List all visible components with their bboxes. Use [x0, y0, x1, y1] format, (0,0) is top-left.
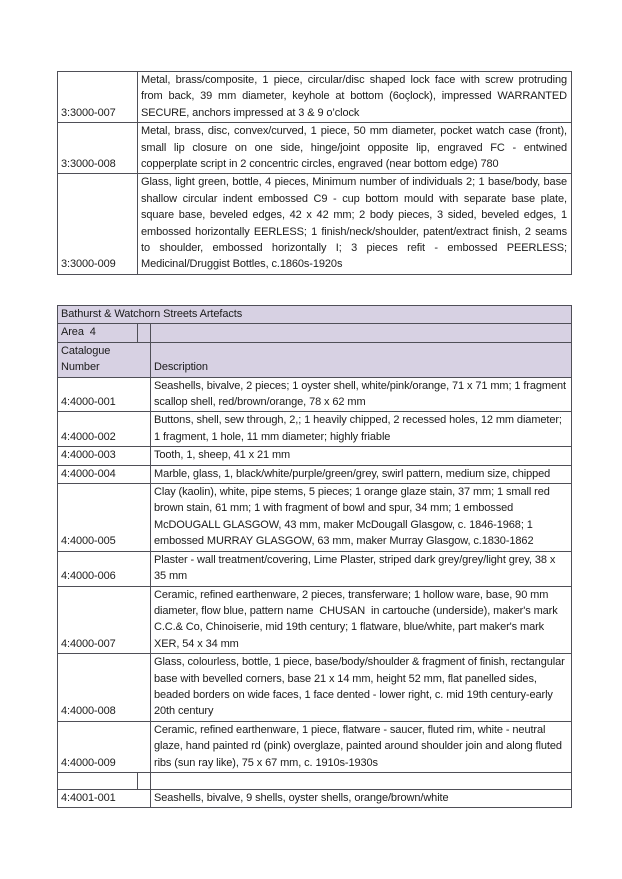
table-row [58, 551, 572, 586]
description-cell: Seashells, bivalve, 9 shells, oyster shells, orange/brown/white [151, 789, 572, 807]
bathurst-watchorn-artefacts-table [57, 305, 572, 808]
catalogue-number-cell: 4:4000-009 [58, 721, 151, 772]
area-row-blank-cell [151, 324, 572, 342]
table-row [58, 412, 572, 447]
description-header: Description [151, 342, 572, 377]
catalogue-number-cell: 3:3000-008 [58, 123, 138, 174]
table-row [58, 721, 572, 772]
table-row [58, 484, 572, 552]
catalogue-number-cell: 4:4000-005 [58, 484, 151, 552]
empty-divider-row [58, 772, 572, 789]
description-cell: Metal, brass, disc, convex/curved, 1 piece, 50 mm diameter, pocket watch case (front), small lip closure on one side, hinge/joint opposite lip, engraved FC - entwined copperplate script in 2 concentric circles, engraved (near bottom edge) 780 [138, 123, 572, 174]
description-cell: Seashells, bivalve, 2 pieces; 1 oyster shell, white/pink/orange, 71 x 71 mm; 1 fragment scallop shell, red/brown/orange, 78 x 62 mm [151, 377, 572, 412]
catalogue-number-cell: 3:3000-007 [58, 72, 138, 123]
area-label: Area 4 [58, 324, 138, 342]
empty-cell [58, 772, 138, 789]
catalogue-number-cell: 4:4000-001 [58, 377, 151, 412]
catalogue-table-continuation [57, 71, 572, 275]
catalogue-number-cell: 4:4000-008 [58, 654, 151, 722]
catalogue-number-cell: 4:4000-003 [58, 447, 151, 465]
table-row [58, 72, 572, 123]
catalogue-number-cell: 3:3000-009 [58, 174, 138, 274]
description-cell: Ceramic, refined earthenware, 2 pieces, transferware; 1 hollow ware, base, 90 mm diameter, flow blue, pattern name CHUSAN in cartouche (underside), maker's mark C.C.& Co, Chinoiserie, mid 19th century; 1 flatware, blue/white, part maker's mark XER, 54 x 34 mm [151, 586, 572, 654]
table-row [58, 447, 572, 465]
catalogue-number-cell: 4:4000-002 [58, 412, 151, 447]
empty-cell [151, 772, 572, 789]
description-cell: Buttons, shell, sew through, 2,; 1 heavily chipped, 2 recessed holes, 12 mm diameter; 1 fragment, 1 hole, 11 mm diameter; highly friable [151, 412, 572, 447]
table-title-row [58, 306, 572, 324]
description-cell: Marble, glass, 1, black/white/purple/green/grey, swirl pattern, medium size, chipped [151, 465, 572, 483]
description-cell: Glass, colourless, bottle, 1 piece, base/body/shoulder & fragment of finish, rectangular base with bevelled corners, base 21 x 14 mm, height 52 mm, flat panelled sides, beaded borders on wide faces, 1 face dented - lower right, c. mid 19th century-early 20th century [151, 654, 572, 722]
catalogue-number-cell: 4:4000-006 [58, 551, 151, 586]
catalogue-number-cell: 4:4001-001 [58, 789, 151, 807]
table-row [58, 654, 572, 722]
description-cell: Ceramic, refined earthenware, 1 piece, flatware - saucer, fluted rim, white - neutral glaze, hand painted rd (pink) overglaze, painted around shoulder join and along fluted ribs (sun ray like), 75 x 67 mm, c. 1910s-1930s [151, 721, 572, 772]
catalogue-number-cell: 4:4000-007 [58, 586, 151, 654]
empty-cell [138, 772, 151, 789]
area-row-spacer-cell [138, 324, 151, 342]
area-row [58, 324, 572, 342]
description-cell: Clay (kaolin), white, pipe stems, 5 pieces; 1 orange glaze stain, 37 mm; 1 small red brown stain, 61 mm; 1 with fragment of bowl and spur, 34 mm; 1 embossed McDOUGALL GLASGOW, 43 mm, maker McDougall Glasgow, c. 1846-1968; 1 embossed MURRAY GLASGOW, 63 mm, maker Murray Glasgow, c.1830-1862 [151, 484, 572, 552]
column-header-row [58, 342, 572, 377]
catalogue-number-header: Catalogue Number [58, 342, 151, 377]
catalogue-number-cell: 4:4000-004 [58, 465, 151, 483]
table-row [58, 789, 572, 807]
table-row [58, 586, 572, 654]
description-cell: Tooth, 1, sheep, 41 x 21 mm [151, 447, 572, 465]
table-row [58, 174, 572, 274]
description-cell: Glass, light green, bottle, 4 pieces, Minimum number of individuals 2; 1 base/body, base shallow circular indent embossed C9 - cup bottom mould with separate base plate, square base, beveled edges, 42 x 42 mm; 2 body pieces, 3 sided, beveled edges, 1 embossed horizontally EERLESS; 1 finish/neck/shoulder, patent/extract finish, 2 seams to shoulder, embossed horizontally I; 3 pieces refit - embossed PEERLESS; Medicinal/Druggist Bottles, c.1860s-1920s [138, 174, 572, 274]
table-row [58, 123, 572, 174]
description-cell: Metal, brass/composite, 1 piece, circular/disc shaped lock face with screw protruding from back, 39 mm diameter, keyhole at bottom (6oçlock), impressed WARRANTED SECURE, anchors impressed at 3 & 9 o’clock [138, 72, 572, 123]
table-row [58, 377, 572, 412]
table-row [58, 465, 572, 483]
table-title: Bathurst & Watchorn Streets Artefacts [58, 306, 572, 324]
description-cell: Plaster - wall treatment/covering, Lime Plaster, striped dark grey/grey/light grey, 38 x 35 mm [151, 551, 572, 586]
